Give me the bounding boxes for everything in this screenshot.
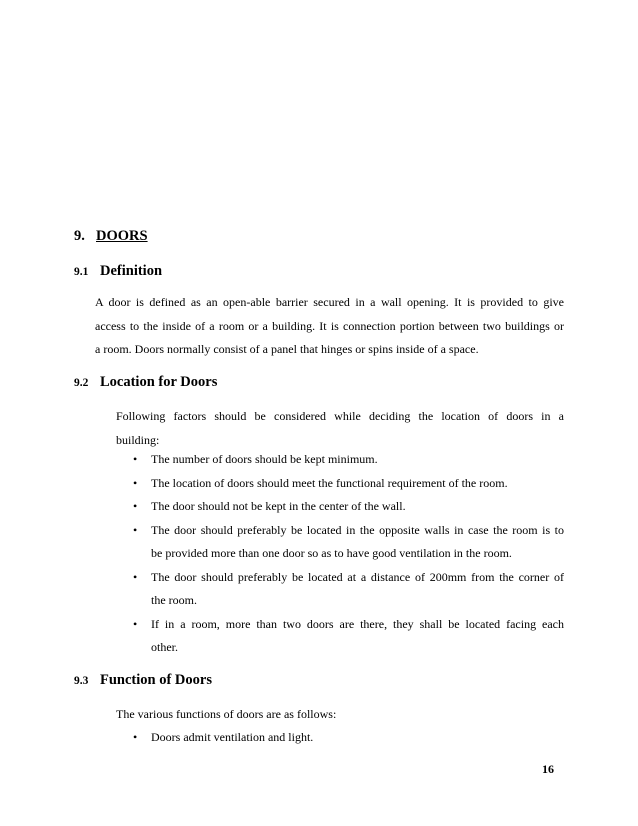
list-item [133,519,564,566]
list-item-text: the room. [151,593,197,607]
section-number: 9.2 [74,377,89,389]
chapter-heading [74,227,148,245]
paragraph-line: a room. Doors normally consist of a panel that hinges or spins inside of a space. [95,342,479,356]
list-item-text: The location of doors should meet the functional requirement of the room. [151,475,508,490]
bullet-glyph: • [133,569,138,584]
bullet-glyph: • [133,730,138,744]
function-bullet-list [133,726,564,750]
paragraph-line: The various functions of doors are as follows: [116,707,337,721]
function-intro-paragraph [116,703,564,727]
list-item-text: The door should preferably be located in the opposite walls in case the room is to [151,522,564,537]
list-item-text: be provided more than one door so as to have good ventilation in the room. [151,546,512,560]
section-heading-9-2 [74,373,217,392]
section-title: Definition [100,263,163,279]
paragraph-line: building: [116,432,160,447]
chapter-number: 9. [74,228,85,244]
paragraph-line: Following factors should be considered while deciding the location of doors in a [116,409,564,423]
bullet-glyph: • [133,452,138,466]
list-item [133,448,564,472]
list-item [133,495,564,519]
list-item [133,613,564,660]
bullet-glyph: • [133,522,138,537]
section-title: Location for Doors [100,374,218,390]
list-item-text: other. [151,640,178,654]
section-heading-9-1 [74,262,162,281]
bullet-glyph: • [133,475,138,490]
location-intro-paragraph [116,405,564,452]
section-title: Function of Doors [100,672,212,688]
list-item [133,472,564,496]
section-number: 9.3 [74,675,89,687]
list-item-text: The door should preferably be located at a distance of 200mm from the corner of [151,569,564,584]
list-item-text: The number of doors should be kept minimum. [151,452,378,466]
list-item-text: If in a room, more than two doors are there, they shall be located facing each [151,616,564,631]
section-number: 9.1 [74,266,89,278]
list-item [133,726,564,750]
list-item-text: The door should not be kept in the center of the wall. [151,499,406,513]
paragraph-line: A door is defined as an open-able barrier secured in a wall opening. It is provided to give [95,295,564,309]
paragraph-line: access to the inside of a room or a building. It is connection portion between two buildings or [95,318,564,333]
list-item [133,566,564,613]
bullet-glyph: • [133,499,138,513]
page-number: 16 [542,762,554,776]
section-heading-9-3 [74,671,212,690]
location-bullet-list [133,448,564,660]
definition-paragraph [95,291,564,362]
chapter-title: DOORS [96,228,148,244]
bullet-glyph: • [133,616,138,631]
list-item-text: Doors admit ventilation and light. [151,730,314,744]
